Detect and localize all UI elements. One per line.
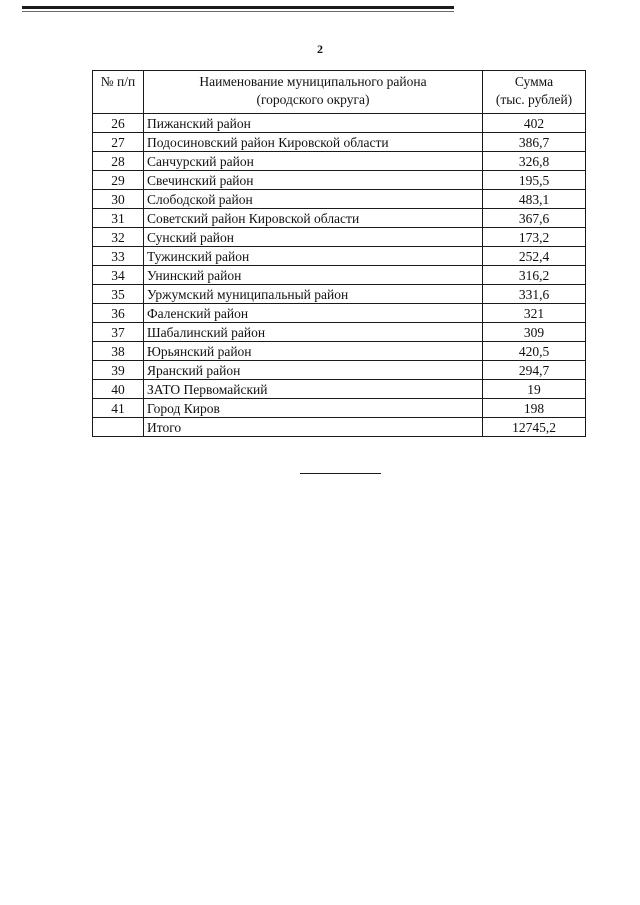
row-sum: 19 [483,380,586,399]
table-row [93,133,586,152]
row-name: Яранский район [144,361,483,380]
row-num: 28 [93,152,144,171]
row-name: Слободской район [144,190,483,209]
row-num: 40 [93,380,144,399]
total-num [93,418,144,437]
row-name: Советский район Кировской области [144,209,483,228]
row-sum: 252,4 [483,247,586,266]
table-row [93,266,586,285]
row-sum: 321 [483,304,586,323]
table-row [93,209,586,228]
end-of-document-rule [300,473,381,474]
row-name: Подосиновский район Кировской области [144,133,483,152]
total-sum: 12745,2 [483,418,586,437]
row-sum: 386,7 [483,133,586,152]
row-num: 27 [93,133,144,152]
row-name: Тужинский район [144,247,483,266]
table-row [93,247,586,266]
row-sum: 402 [483,114,586,133]
header-sum-line1: Сумма [514,74,554,89]
page-number: 2 [317,42,323,56]
row-sum: 483,1 [483,190,586,209]
row-num: 35 [93,285,144,304]
table-row [93,304,586,323]
table-row [93,361,586,380]
table-total-row [93,418,586,437]
row-sum: 331,6 [483,285,586,304]
row-num: 30 [93,190,144,209]
header-num [93,71,144,114]
row-name: Свечинский район [144,171,483,190]
header-sum [483,71,586,114]
header-num-label: № п/п [100,74,136,89]
table-row [93,399,586,418]
row-num: 41 [93,399,144,418]
row-num: 29 [93,171,144,190]
row-sum: 309 [483,323,586,342]
row-name: ЗАТО Первомайский [144,380,483,399]
row-sum: 198 [483,399,586,418]
row-name: Санчурский район [144,152,483,171]
table-row [93,323,586,342]
table-row [93,190,586,209]
row-num: 33 [93,247,144,266]
table-row [93,342,586,361]
table-row [93,171,586,190]
row-num: 32 [93,228,144,247]
row-name: Унинский район [144,266,483,285]
header-name [144,71,483,114]
table-row [93,114,586,133]
table-row [93,152,586,171]
row-num: 38 [93,342,144,361]
row-num: 36 [93,304,144,323]
row-sum: 326,8 [483,152,586,171]
total-label: Итого [144,418,483,437]
row-num: 34 [93,266,144,285]
row-sum: 195,5 [483,171,586,190]
row-name: Уржумский муниципальный район [144,285,483,304]
row-num: 37 [93,323,144,342]
row-name: Юрьянский район [144,342,483,361]
allocation-table [92,70,586,437]
table-row [93,228,586,247]
header-name-line1: Наименование муниципального района [199,74,427,89]
table-header-row [93,71,586,114]
row-name: Пижанский район [144,114,483,133]
table-row [93,285,586,304]
row-name: Сунский район [144,228,483,247]
row-sum: 294,7 [483,361,586,380]
header-name-line2: (городского округа) [256,92,370,107]
row-num: 26 [93,114,144,133]
row-name: Шабалинский район [144,323,483,342]
row-name: Фаленский район [144,304,483,323]
row-sum: 420,5 [483,342,586,361]
row-num: 31 [93,209,144,228]
row-num: 39 [93,361,144,380]
table-row [93,380,586,399]
top-rule-thin [22,11,454,12]
row-sum: 173,2 [483,228,586,247]
row-name: Город Киров [144,399,483,418]
top-rule [22,6,454,9]
row-sum: 367,6 [483,209,586,228]
row-sum: 316,2 [483,266,586,285]
header-sum-line2: (тыс. рублей) [495,92,573,107]
